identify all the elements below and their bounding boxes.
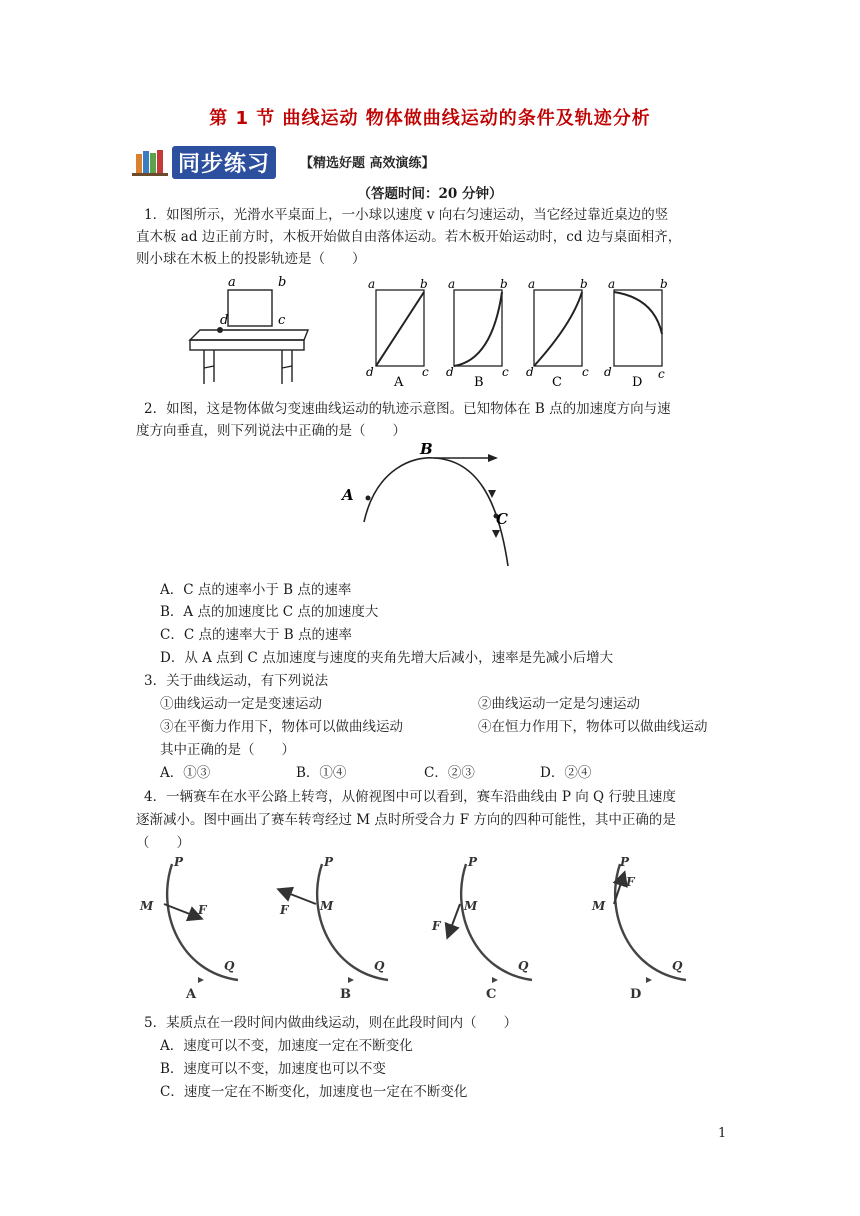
board-label-c: c: [278, 313, 286, 328]
option-b-trajectory: [454, 292, 502, 366]
option-d-box: [614, 290, 662, 366]
d-label-p: P: [620, 855, 630, 869]
opt-a-d: d: [366, 365, 374, 379]
q2-trajectory-figure: [336, 438, 526, 574]
option-c-label: C: [552, 375, 562, 390]
q2-line-1: 2．如图，这是物体做匀变速曲线运动的轨迹示意图。已知物体在 B 点的加速度方向与速: [144, 401, 671, 417]
q2-choice-c: C．C 点的速率大于 B 点的速率: [160, 627, 352, 643]
q1-line-2: 直木板 ad 边正前方时，木板开始做自由落体运动。若木板开始运动时，cd 边与桌面相齐，: [136, 229, 682, 245]
q5-choice-c: C．速度一定在不断变化，加速度也一定在不断变化: [160, 1084, 468, 1100]
option-b-label: B: [474, 375, 484, 390]
opt-b-a: a: [448, 277, 456, 291]
arrowhead-icon: [488, 454, 498, 462]
a-label-p: P: [174, 855, 184, 869]
opt-c-c: c: [582, 365, 589, 379]
q3-ask: 其中正确的是（ ）: [160, 742, 295, 758]
q4-line-2: 逐渐减小。图中画出了赛车转弯经过 M 点时所受合力 F 方向的四种可能性，其中正确的是: [136, 812, 676, 828]
b-label-f: F: [280, 903, 289, 917]
opt-b-b: b: [500, 277, 508, 291]
banner-main: 同步练习: [172, 146, 276, 179]
opt-d-b: b: [660, 277, 668, 291]
point-c-label: C: [496, 510, 508, 528]
b-label-p: P: [324, 855, 334, 869]
option-d-trajectory: [614, 292, 662, 334]
time-note: （答题时间：20 分钟）: [357, 186, 503, 202]
banner-tag: 【精选好题 高效演练】: [300, 156, 435, 171]
page-number: 1: [718, 1126, 727, 1141]
q4-option-d-label: D: [630, 987, 642, 1002]
opt-c-b: b: [580, 277, 588, 291]
option-c-box: [534, 290, 582, 366]
d-label-m: M: [592, 899, 606, 913]
point-b-label: B: [420, 440, 433, 458]
q3-choice-b: B．①④: [296, 765, 347, 781]
q3-choice-d: D．②④: [540, 765, 592, 781]
q4-option-b-diagram: [280, 864, 388, 983]
q2-choice-b: B．A 点的加速度比 C 点的加速度大: [160, 604, 379, 620]
opt-c-d: d: [526, 365, 534, 379]
q5-choice-b: B．速度可以不变，加速度也可以不变: [160, 1061, 386, 1077]
q3-statement-1: ①曲线运动一定是变速运动: [160, 696, 322, 712]
d-label-f: F: [626, 875, 635, 889]
q2-choice-d: D．从 A 点到 C 点加速度与速度的夹角先增大后减小，速率是先减小后增大: [160, 650, 614, 666]
q1-options-figure: [362, 274, 682, 392]
q3-statement-4: ④在恒力作用下，物体可以做曲线运动: [478, 719, 708, 735]
arrowhead-icon: [492, 530, 500, 538]
opt-a-c: c: [422, 365, 429, 379]
b-label-q: Q: [374, 959, 385, 973]
q5-stem: 5．某质点在一段时间内做曲线运动，则在此段时间内（ ）: [144, 1015, 518, 1031]
q3-statement-3: ③在平衡力作用下，物体可以做曲线运动: [160, 719, 403, 735]
q1-line-1: 1．如图所示，光滑水平桌面上，一小球以速度 v 向右匀速运动，当它经过靠近桌边的竖: [144, 207, 669, 223]
q3-choice-c: C．②③: [424, 765, 475, 781]
q4-figure: [130, 852, 700, 1004]
q4-line-3: （ ）: [136, 835, 190, 851]
exercise-banner: [132, 146, 452, 176]
option-a-label: A: [394, 375, 404, 390]
q5-choice-a: A．速度可以不变，加速度一定在不断变化: [160, 1038, 413, 1054]
c-label-m: M: [464, 899, 478, 913]
opt-a-b: b: [420, 277, 428, 291]
a-label-f: F: [198, 903, 207, 917]
q4-option-b-label: B: [340, 987, 351, 1002]
option-d-label: D: [632, 375, 643, 390]
opt-c-a: a: [528, 277, 536, 291]
q3-statement-2: ②曲线运动一定是匀速运动: [478, 696, 640, 712]
opt-d-d: d: [604, 365, 612, 379]
board-label-a: a: [228, 275, 236, 290]
option-a-trajectory: [376, 292, 424, 366]
opt-d-a: a: [608, 277, 616, 291]
q2-line-2: 度方向垂直，则下列说法中正确的是（ ）: [136, 423, 406, 439]
opt-b-d: d: [446, 365, 454, 379]
q1-line-3: 则小球在木板上的投影轨迹是（ ）: [136, 251, 366, 267]
d-label-q: Q: [672, 959, 683, 973]
trajectory-curve: [364, 458, 508, 566]
c-label-f: F: [432, 919, 441, 933]
table-figure: [186, 272, 326, 392]
q3-stem: 3．关于曲线运动，有下列说法: [144, 673, 329, 689]
opt-b-c: c: [502, 365, 509, 379]
board-label-b: b: [278, 275, 287, 290]
page-title: 第 1 节 曲线运动 物体做曲线运动的条件及轨迹分析: [209, 108, 651, 129]
q4-option-a-label: A: [186, 987, 197, 1002]
point-a-label: A: [342, 486, 354, 504]
a-label-m: M: [140, 899, 154, 913]
c-label-q: Q: [518, 959, 529, 973]
option-c-trajectory: [534, 292, 582, 366]
q4-line-1: 4．一辆赛车在水平公路上转弯，从俯视图中可以看到，赛车沿曲线由 P 向 Q 行驶且速度: [144, 789, 676, 805]
q2-choice-a: A．C 点的速率小于 B 点的速率: [160, 582, 352, 598]
opt-a-a: a: [368, 277, 376, 291]
q3-choice-a: A．①③: [160, 765, 211, 781]
b-label-m: M: [320, 899, 334, 913]
q4-option-c-label: C: [486, 987, 497, 1002]
c-label-p: P: [468, 855, 478, 869]
opt-d-c: c: [658, 367, 665, 381]
board-label-d: d: [220, 313, 229, 328]
a-label-q: Q: [224, 959, 235, 973]
